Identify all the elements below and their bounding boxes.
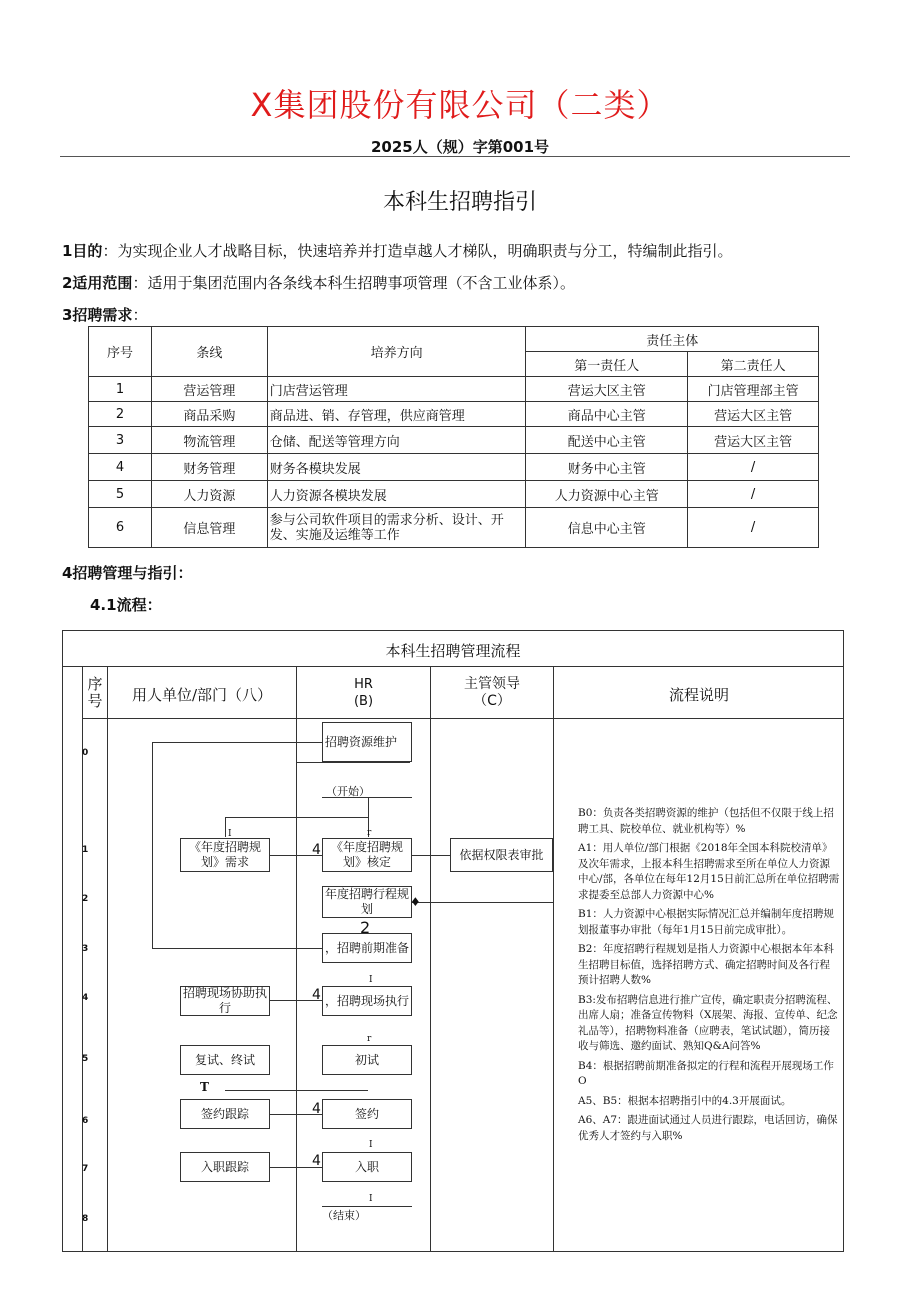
row-number: 6 <box>82 1116 89 1126</box>
connector <box>152 948 322 949</box>
box-plan-verify: 《年度招聘规划》核定 <box>322 838 412 872</box>
cell-no: 6 <box>89 508 152 548</box>
header-divider-line <box>82 718 844 719</box>
mark-bar: I <box>369 1140 373 1150</box>
cell-first: 信息中心主管 <box>526 508 688 548</box>
col-line <box>430 666 431 1252</box>
flow-description <box>578 806 840 1148</box>
cell-second: / <box>688 508 819 548</box>
box-approve: 依据权限表审批 <box>450 838 553 872</box>
box-follow-sign: 签约跟踪 <box>180 1099 270 1129</box>
desc-item: B4：根据招聘前期准备拟定的行程和流程开展现场工作O <box>578 1059 834 1087</box>
desc-item: B3:发布招聘信息进行推广宣传，确定职责分招聘流程、出席人扇；准备宣传物料（X展架、海报、宣传单、纪念礼品等），招聘物料准备（应聘表，笔试试题），简历接收与筛选、邀约面试、熟知Q&A问答% <box>578 993 838 1052</box>
box-end: （结束） <box>322 1209 366 1222</box>
mark-bar: I <box>369 975 373 985</box>
cell-first: 人力资源中心主管 <box>526 481 688 508</box>
cell-direction: 人力资源各模块发展 <box>267 481 526 508</box>
mark-four: 4 <box>312 842 321 858</box>
scope-text: ：适用于集团范围内各条线本科生招聘事项管理（不含工业体系）。 <box>132 274 575 292</box>
cell-first: 营运大区主管 <box>526 377 688 402</box>
purpose-text: ：为实现企业人才战略目标，快速培养并打造卓越人才梯队，明确职责与分工，特编制此指引。 <box>102 242 733 260</box>
connector <box>412 855 450 856</box>
row-number: 8 <box>82 1214 89 1224</box>
connector <box>152 742 153 948</box>
mark-r: r <box>367 1034 372 1044</box>
cell-no: 1 <box>89 377 152 402</box>
header-second: 第二责任人 <box>688 352 819 377</box>
mark-t: T <box>200 1080 209 1094</box>
connector <box>368 797 369 817</box>
col-header-no: 序号 <box>87 675 103 710</box>
box-resource: 招聘资源维护 <box>322 722 412 762</box>
header-direction: 培养方向 <box>267 327 526 377</box>
flow-heading: 4.1流程： <box>90 596 162 614</box>
table-row <box>89 402 819 427</box>
cell-direction: 仓储、配送等管理方向 <box>267 427 526 454</box>
box-prep: ，招聘前期准备 <box>322 933 412 963</box>
table-row <box>89 454 819 481</box>
box-assist: 招聘现场协助执行 <box>180 986 270 1016</box>
row-number: 0 <box>82 748 89 758</box>
box-first-test: 初试 <box>322 1045 412 1075</box>
header-first: 第一责任人 <box>526 352 688 377</box>
demand-suffix: ： <box>132 306 148 324</box>
table-row <box>89 377 819 402</box>
document-title: 本科生招聘指引 <box>382 190 537 215</box>
mark-bar: I <box>369 1194 373 1204</box>
mark-four: 4 <box>312 1153 321 1169</box>
row-number: 1 <box>82 845 89 855</box>
cell-line: 信息管理 <box>151 508 267 548</box>
col-header-b-line1: HR <box>354 677 373 692</box>
row-number: 2 <box>82 894 89 904</box>
box-retest: 复试、终试 <box>180 1045 270 1075</box>
cell-no: 4 <box>89 454 152 481</box>
cell-no: 3 <box>89 427 152 454</box>
demand-label: 3招聘需求 <box>62 306 133 324</box>
connector <box>225 1090 368 1091</box>
header-line: 条线 <box>151 327 267 377</box>
col-header-c-line2: （C） <box>473 693 511 709</box>
box-join: 入职 <box>322 1152 412 1182</box>
desc-item: A6、A7：跟进面试通过人员进行跟踪，电话回访，确保优秀人才签约与入职% <box>578 1114 838 1142</box>
flow-title-divider <box>62 666 844 667</box>
col-header-b <box>297 676 430 710</box>
connector <box>412 902 553 903</box>
col-header-b-line2: (B) <box>353 694 374 709</box>
table-row <box>89 508 819 548</box>
cell-line: 财务管理 <box>151 454 267 481</box>
box-start: （开始） <box>326 785 370 798</box>
col-line <box>553 666 554 1252</box>
cell-second: 营运大区主管 <box>688 402 819 427</box>
mark-bar: I <box>228 829 232 839</box>
company-name: X集团股份有限公司（二类） <box>250 86 670 124</box>
scope-label: 2适用范围 <box>62 274 133 292</box>
cell-line: 营运管理 <box>151 377 267 402</box>
box-exec: ，招聘现场执行 <box>322 986 412 1016</box>
header-no: 序号 <box>89 327 152 377</box>
cell-second: 营运大区主管 <box>688 427 819 454</box>
cell-first: 商品中心主管 <box>526 402 688 427</box>
header-responsible: 责任主体 <box>526 327 819 352</box>
row-number: 3 <box>82 944 89 954</box>
purpose-paragraph <box>62 240 732 261</box>
purpose-label: 1目的 <box>62 242 103 260</box>
cell-first: 配送中心主管 <box>526 427 688 454</box>
connector <box>296 720 297 762</box>
box-schedule: 年度招聘行程规划 <box>322 886 412 918</box>
connector <box>553 838 554 902</box>
scope-paragraph <box>62 272 575 293</box>
manage-heading: 4招聘管理与指引： <box>62 564 193 582</box>
col-line <box>107 666 108 1252</box>
header-divider <box>60 156 850 157</box>
flowchart-title: 本科生招聘管理流程 <box>385 642 521 660</box>
cell-direction: 参与公司软件项目的需求分析、设计、开发、实施及运维等工作 <box>267 508 526 548</box>
diamond-icon: ♦ <box>410 895 421 909</box>
cell-line: 人力资源 <box>151 481 267 508</box>
cell-direction: 商品进、销、存管理，供应商管理 <box>267 402 526 427</box>
row-number: 5 <box>82 1054 89 1064</box>
document-number: 2025人（规）字第001号 <box>370 138 550 156</box>
cell-second: / <box>688 481 819 508</box>
cell-first: 财务中心主管 <box>526 454 688 481</box>
box-sign: 签约 <box>322 1099 412 1129</box>
desc-item: B1：人力资源中心根据实际情况汇总并编制年度招聘规划报董事办审批（每年1月15日前完成审批）。 <box>578 908 834 936</box>
connector <box>225 817 226 837</box>
demand-heading <box>62 304 147 325</box>
box-plan-demand: 《年度招聘规划》需求 <box>180 838 270 872</box>
cell-direction: 门店营运管理 <box>267 377 526 402</box>
desc-item: B0：负责各类招聘资源的维护（包括但不仅限于线上招聘工具、院校单位、就业机构等）% <box>578 807 834 835</box>
table-row <box>89 481 819 508</box>
box-follow-join: 入职跟踪 <box>180 1152 270 1182</box>
col-header-c <box>431 676 553 710</box>
cell-second: 门店管理部主管 <box>688 377 819 402</box>
connector <box>296 762 410 763</box>
connector <box>225 817 368 818</box>
row-number: 7 <box>82 1164 89 1174</box>
col-header-a: 用人单位/部门（八） <box>131 686 273 704</box>
mark-r: r <box>367 828 372 838</box>
cell-line: 物流管理 <box>151 427 267 454</box>
mark-four: 4 <box>312 1101 321 1117</box>
col-header-c-line1: 主管领导 <box>464 676 520 692</box>
cell-direction: 财务各模块发展 <box>267 454 526 481</box>
cell-second: / <box>688 454 819 481</box>
mark-two: 2 <box>360 918 371 937</box>
requirements-table <box>88 326 819 548</box>
desc-item: B2：年度招聘行程规划是指人力资源中心根据本年本科生招聘目标值，选择招聘方式、确定招聘时间及各行程预计招聘人数% <box>578 943 834 986</box>
mark-four: 4 <box>312 987 321 1003</box>
col-header-desc: 流程说明 <box>668 686 729 704</box>
table-row <box>89 427 819 454</box>
cell-no: 5 <box>89 481 152 508</box>
row-number: 4 <box>82 993 89 1003</box>
cell-no: 2 <box>89 402 152 427</box>
desc-item: A1：用人单位/部门根据《2018年全国本科院校清单》及次年需求，上报本科生招聘需求至所在单位人力资源中心/部，各单位在每年12月15日前汇总所在单位招聘需求提委至总部人力资源中心% <box>578 842 840 901</box>
cell-line: 商品采购 <box>151 402 267 427</box>
desc-item: A5、B5：根据本招聘指引中的4.3开展面试。 <box>578 1094 792 1107</box>
